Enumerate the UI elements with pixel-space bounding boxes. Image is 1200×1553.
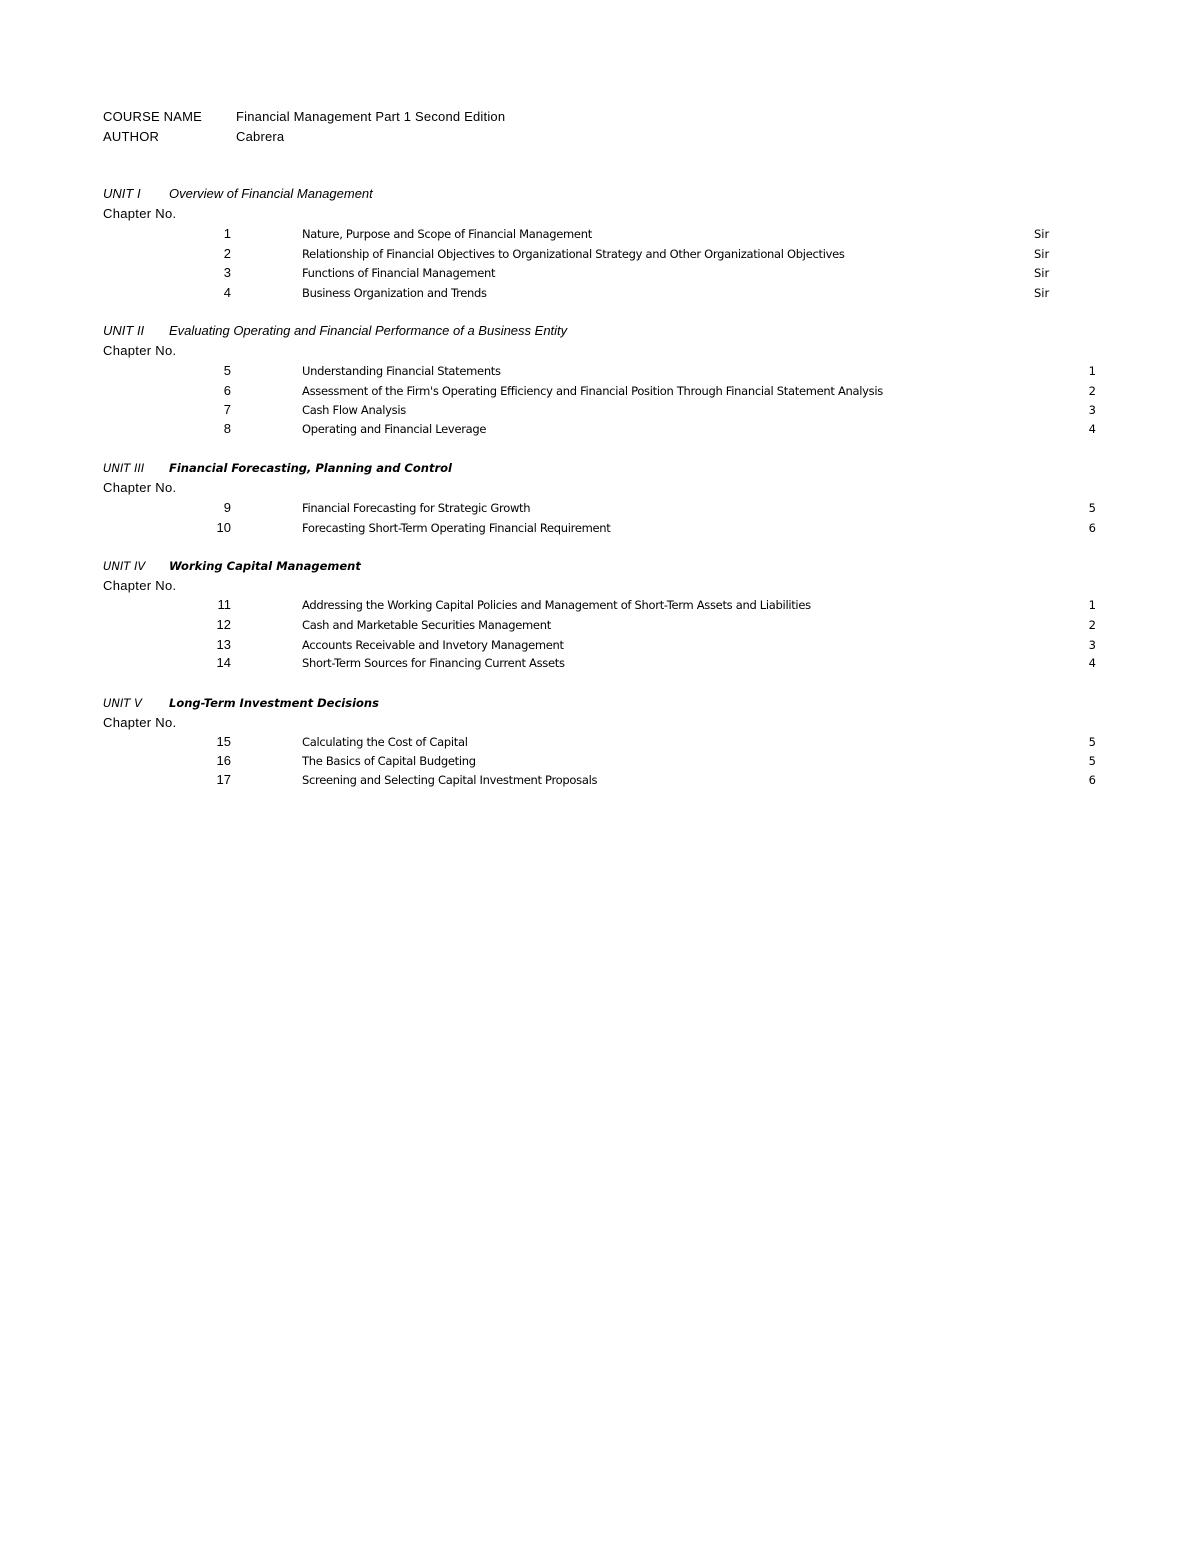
- chapter-title: Accounts Receivable and Invetory Management: [302, 638, 564, 652]
- chapter-no-label: Chapter No.: [103, 715, 177, 730]
- unit-title: Long-Term Investment Decisions: [169, 696, 379, 710]
- chapter-title: Short-Term Sources for Financing Current Assets: [302, 656, 565, 670]
- chapter-row: [0, 226, 1200, 246]
- chapter-row: [0, 421, 1200, 441]
- chapter-number: 10: [216, 520, 231, 535]
- chapter-number: 15: [216, 734, 231, 749]
- course-name-value: Financial Management Part 1 Second Edition: [236, 109, 506, 124]
- chapter-row: [0, 655, 1200, 675]
- chapter-page: 6: [1088, 521, 1096, 535]
- unit-name: UNIT IV: [103, 559, 146, 573]
- chapter-row: [0, 753, 1200, 773]
- chapter-no-label: Chapter No.: [103, 343, 177, 358]
- chapter-number: 13: [216, 637, 231, 652]
- chapter-page: 3: [1088, 638, 1096, 652]
- chapter-title: Nature, Purpose and Scope of Financial Management: [302, 227, 592, 241]
- chapter-row: [0, 772, 1200, 792]
- chapter-page: 5: [1088, 501, 1096, 515]
- chapter-row: [0, 265, 1200, 285]
- chapter-no-label: Chapter No.: [103, 578, 177, 593]
- chapter-row: [0, 383, 1200, 403]
- unit-name: UNIT III: [103, 461, 145, 475]
- chapter-number: 1: [223, 226, 231, 241]
- chapter-number: 3: [223, 265, 231, 280]
- chapter-number: 6: [223, 383, 231, 398]
- chapter-no-label: Chapter No.: [103, 206, 177, 221]
- chapter-title: Addressing the Working Capital Policies and Management of Short-Term Assets and Liabilities: [302, 598, 811, 612]
- chapter-assignee: Sir: [1034, 266, 1050, 280]
- chapter-page: 1: [1088, 364, 1096, 378]
- unit-title: Working Capital Management: [169, 559, 361, 573]
- chapter-title: Business Organization and Trends: [302, 286, 487, 300]
- unit-name: UNIT II: [103, 323, 145, 338]
- author-value: Cabrera: [236, 129, 285, 144]
- chapter-row: [0, 617, 1200, 637]
- chapter-row: [0, 402, 1200, 422]
- chapter-title: Assessment of the Firm's Operating Efficiency and Financial Position Through Financial Statement Analysis: [302, 384, 883, 398]
- chapter-row: [0, 246, 1200, 266]
- chapter-page: 1: [1088, 598, 1096, 612]
- chapter-number: 14: [216, 655, 231, 670]
- unit-title: Overview of Financial Management: [169, 186, 373, 201]
- chapter-title: Cash Flow Analysis: [302, 403, 406, 417]
- chapter-page: 4: [1088, 422, 1096, 436]
- chapter-title: The Basics of Capital Budgeting: [302, 754, 476, 768]
- chapter-number: 17: [216, 772, 231, 787]
- chapter-row: [0, 734, 1200, 754]
- chapter-assignee: Sir: [1034, 286, 1050, 300]
- chapter-row: [0, 363, 1200, 383]
- chapter-page: 4: [1088, 656, 1096, 670]
- chapter-no-label: Chapter No.: [103, 480, 177, 495]
- chapter-title: Relationship of Financial Objectives to Organizational Strategy and Other Organizational Objectives: [302, 247, 845, 261]
- chapter-title: Understanding Financial Statements: [302, 364, 501, 378]
- chapter-title: Financial Forecasting for Strategic Growth: [302, 501, 531, 515]
- chapter-title: Screening and Selecting Capital Investment Proposals: [302, 773, 598, 787]
- chapter-number: 4: [223, 285, 231, 300]
- chapter-number: 2: [223, 246, 231, 261]
- chapter-assignee: Sir: [1034, 247, 1050, 261]
- unit-title: Evaluating Operating and Financial Performance of a Business Entity: [169, 323, 568, 338]
- chapter-title: Forecasting Short-Term Operating Financial Requirement: [302, 521, 611, 535]
- chapter-page: 3: [1088, 403, 1096, 417]
- unit-name: UNIT V: [103, 696, 142, 710]
- chapter-title: Cash and Marketable Securities Management: [302, 618, 551, 632]
- chapter-number: 5: [223, 363, 231, 378]
- chapter-title: Calculating the Cost of Capital: [302, 735, 468, 749]
- chapter-number: 16: [216, 753, 231, 768]
- chapter-row: [0, 285, 1200, 305]
- author-label: AUTHOR: [103, 129, 160, 144]
- chapter-number: 9: [223, 500, 231, 515]
- chapter-page: 2: [1088, 618, 1096, 632]
- unit-title: Financial Forecasting, Planning and Control: [169, 461, 452, 475]
- chapter-number: 8: [223, 421, 231, 436]
- chapter-number: 7: [223, 402, 231, 417]
- chapter-row: [0, 597, 1200, 617]
- chapter-page: 6: [1088, 773, 1096, 787]
- chapter-assignee: Sir: [1034, 227, 1050, 241]
- chapter-row: [0, 500, 1200, 520]
- course-name-label: COURSE NAME: [103, 109, 202, 124]
- chapter-number: 12: [216, 617, 231, 632]
- unit-name: UNIT I: [103, 186, 141, 201]
- chapter-row: [0, 520, 1200, 540]
- chapter-title: Functions of Financial Management: [302, 266, 496, 280]
- chapter-page: 5: [1088, 735, 1096, 749]
- chapter-page: 2: [1088, 384, 1096, 398]
- chapter-number: 11: [217, 597, 231, 612]
- chapter-page: 5: [1088, 754, 1096, 768]
- chapter-title: Operating and Financial Leverage: [302, 422, 487, 436]
- chapter-row: [0, 637, 1200, 657]
